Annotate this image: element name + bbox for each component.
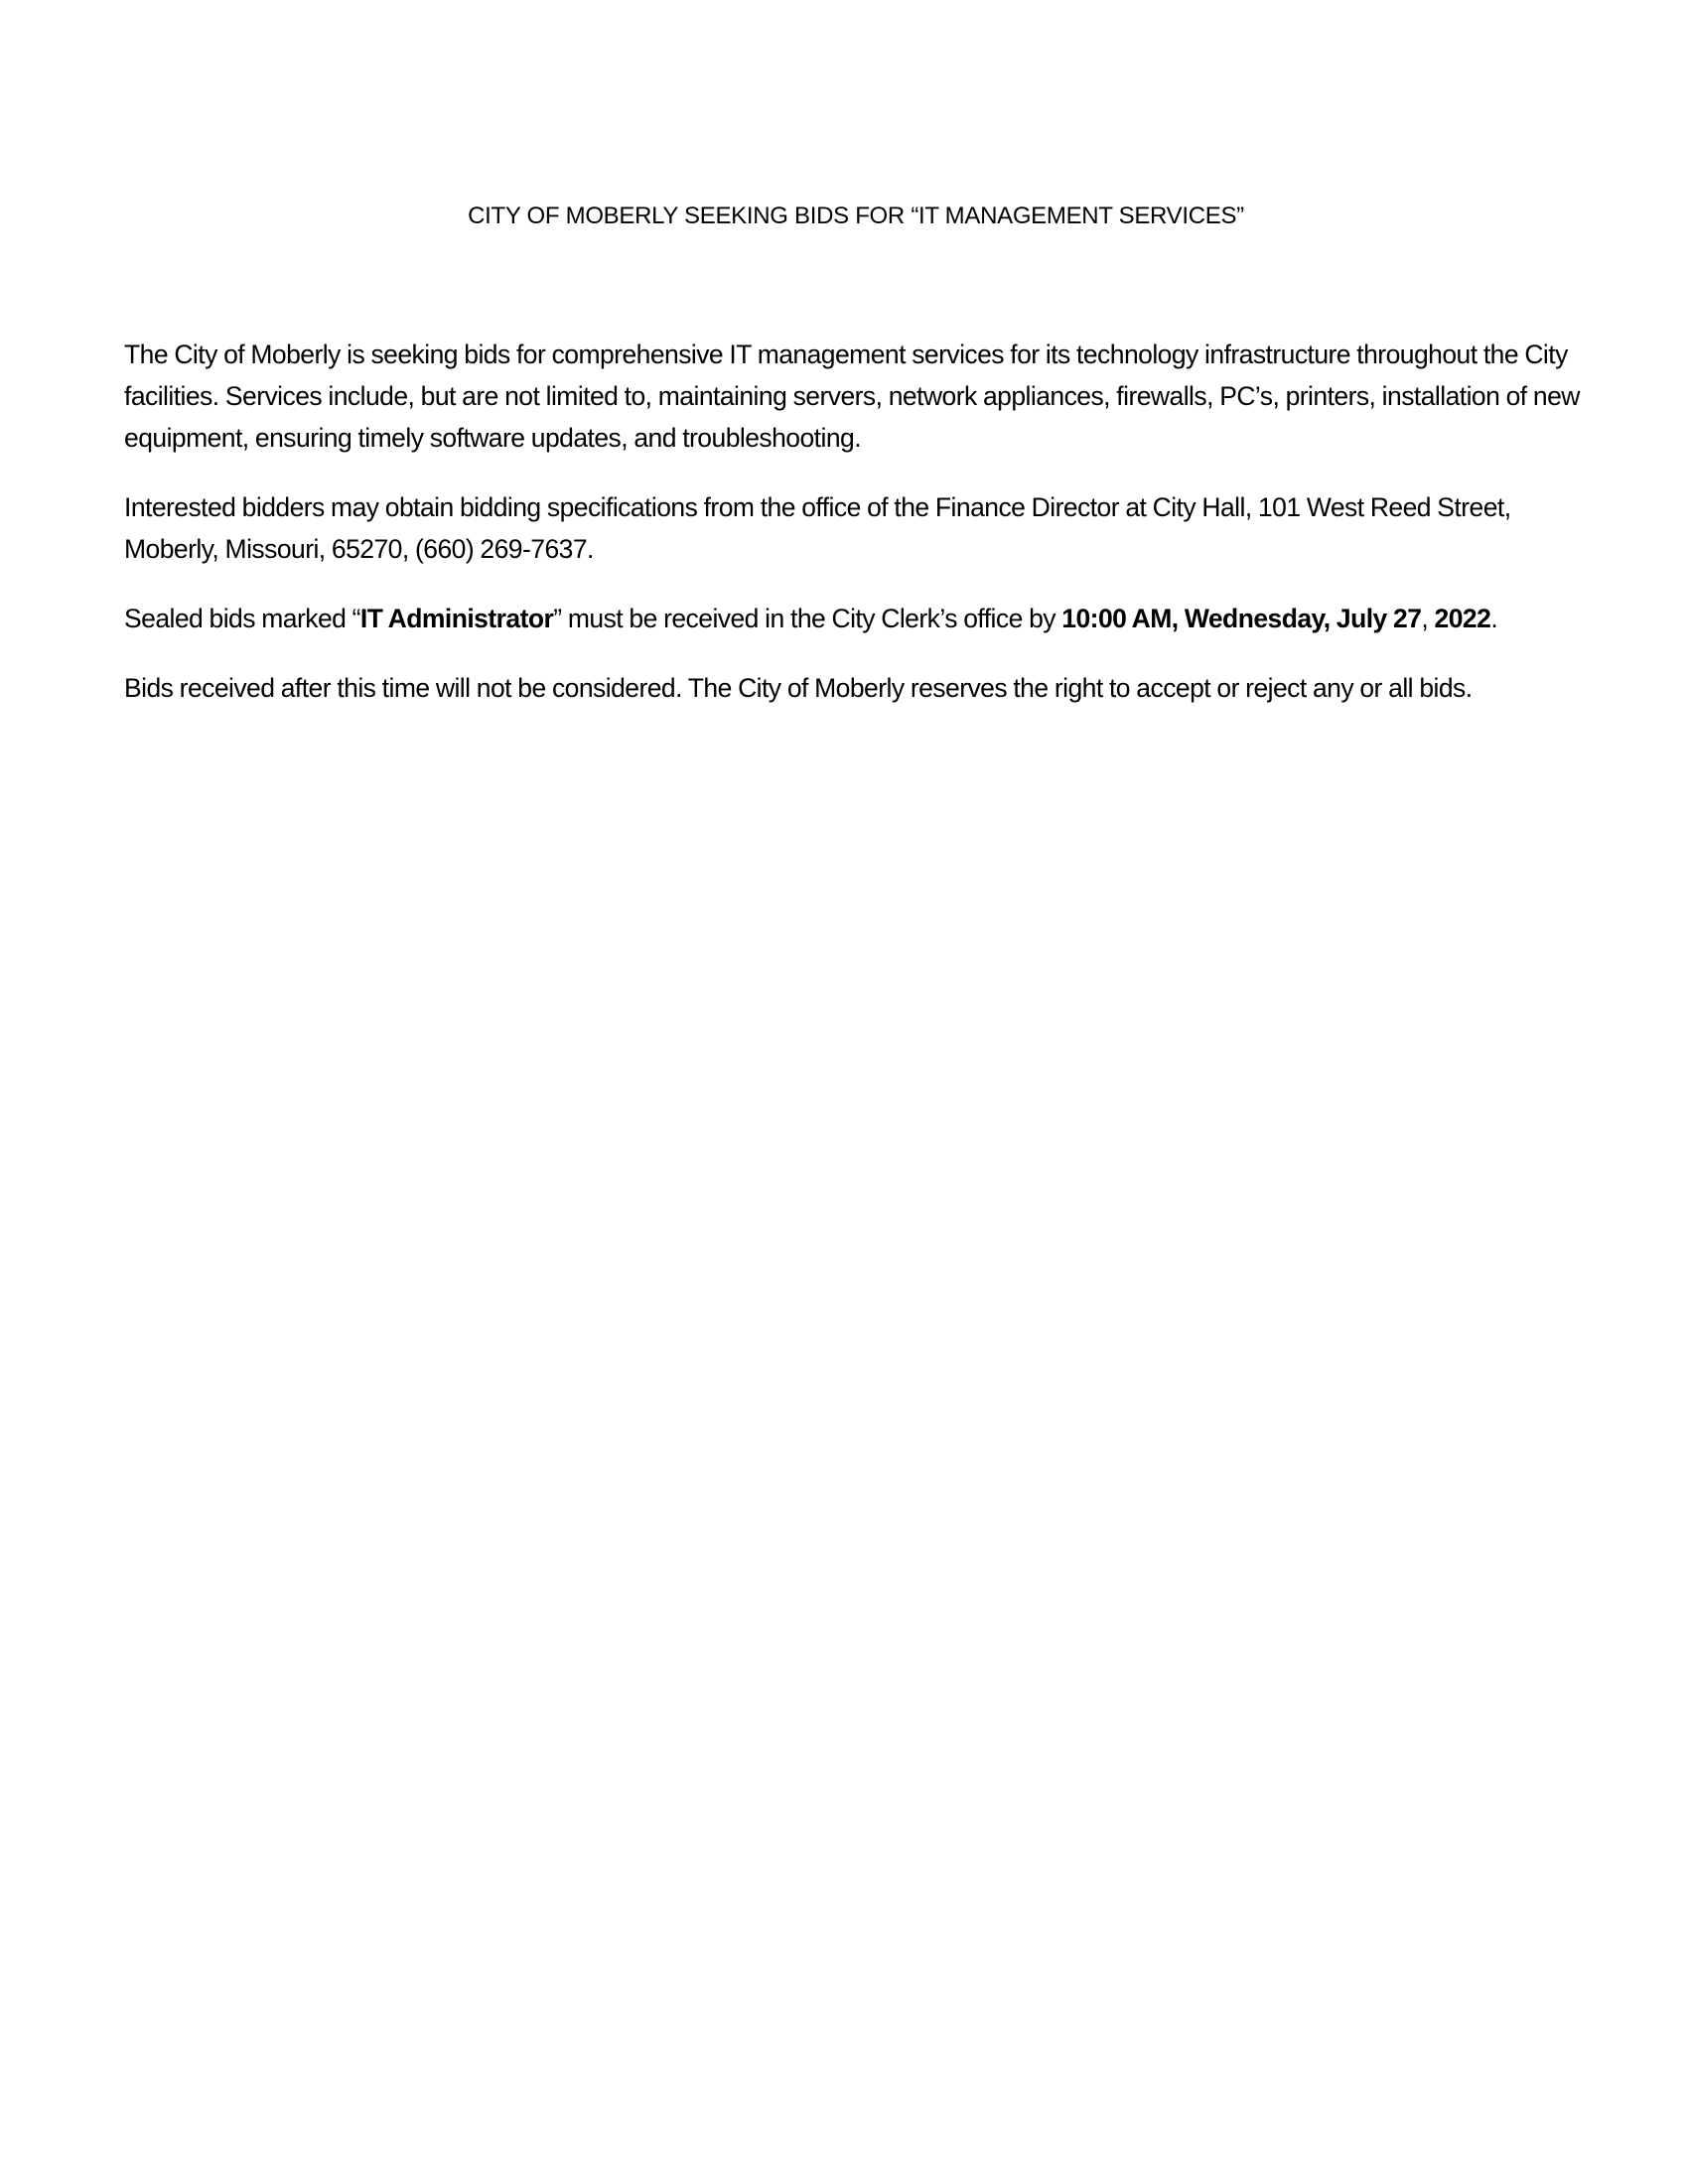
deadline-period: . — [1490, 604, 1498, 633]
paragraph-specifications: Interested bidders may obtain bidding specifications from the office of the Finance Director at City Hall, 101 West Reed Street, Moberly, Missouri, 65270, (660) 269-7637. — [124, 492, 1511, 564]
deadline-year: 2022 — [1434, 604, 1491, 633]
paragraph-scope: The City of Moberly is seeking bids for comprehensive IT management services for its technology infrastructure throughout the City facilities. Services include, but are not limited to, maintaining servers, network appliances, firewalls, PC’s, printers, installation of new equipment, ensuring timely software updates, and troubleshooting. — [124, 340, 1580, 453]
deadline-middle: ” must be received in the City Clerk’s office by — [553, 604, 1062, 633]
document-body — [124, 334, 1594, 737]
paragraph-closing: Bids received after this time will not be considered. The City of Moberly reserves the right to accept or reject any or all bids. — [124, 673, 1473, 703]
bid-marking: IT Administrator — [359, 604, 554, 633]
deadline-datetime: 10:00 AM, Wednesday, July 27 — [1061, 604, 1422, 633]
paragraph-deadline — [124, 598, 1594, 639]
deadline-prefix: Sealed bids marked “ — [124, 604, 360, 633]
page-title: CITY OF MOBERLY SEEKING BIDS FOR “IT MANAGEMENT SERVICES” — [468, 203, 1244, 229]
deadline-comma: , — [1421, 604, 1435, 633]
